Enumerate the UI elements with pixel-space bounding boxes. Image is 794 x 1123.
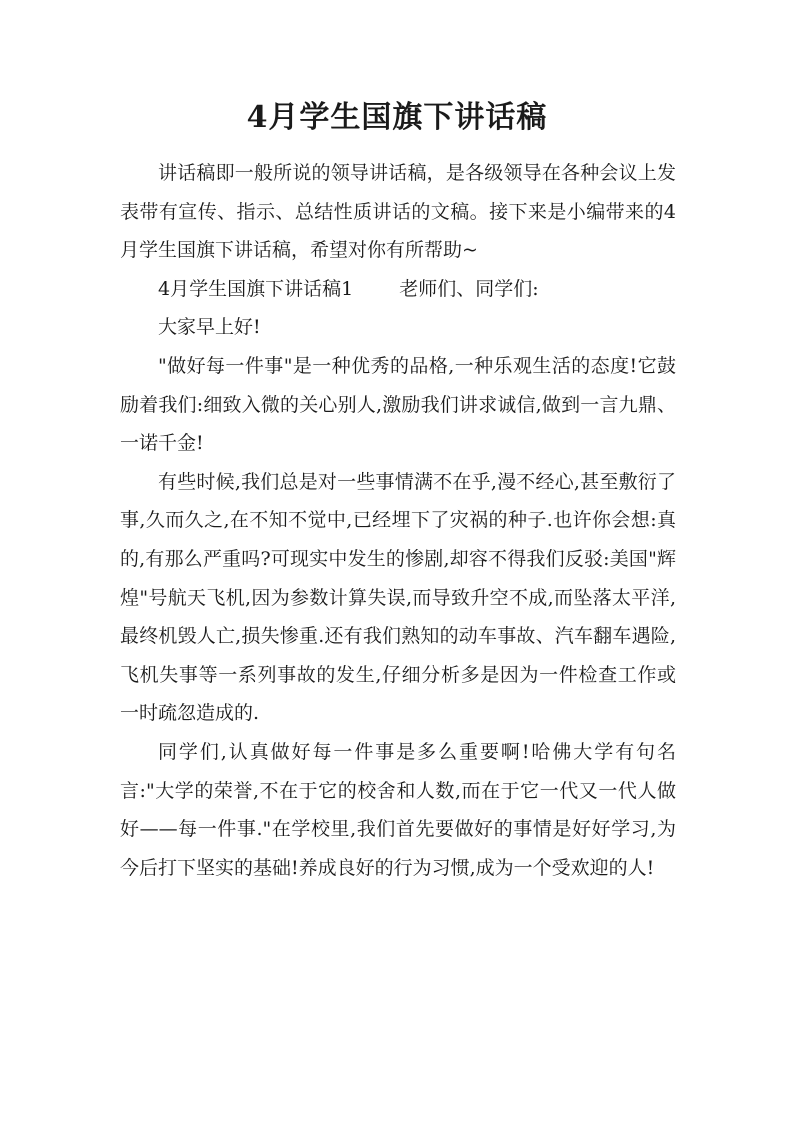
body-paragraph: 同学们,认真做好每一件事是多么重要啊!哈佛大学有句名言:"大学的荣誉,不在于它的校舍和人数,而在于它一代又一代人做好——每一件事."在学校里,我们首先要做好的事情是好好学习,为今后打下坚实的基础!养成良好的行为习惯,成为一个受欢迎的人! — [120, 740, 676, 879]
document-title: 4月学生国旗下讲话稿 — [246, 100, 548, 135]
greeting-paragraph: 大家早上好! — [158, 316, 261, 339]
document-body — [120, 154, 676, 887]
section-heading-line — [120, 270, 676, 309]
body-paragraph: 有些时候,我们总是对一些事情满不在乎,漫不经心,甚至敷衍了事,久而久之,在不知不觉中,已经埋下了灾祸的种子.也许你会想:真的,有那么严重吗?可现实中发生的惨剧,却容不得我们反驳:美国"辉煌"号航天飞机,因为参数计算失误,而导致升空不成,而坠落太平洋,最终机毁人亡,损失惨重.还有我们熟知的动车事故、汽车翻车遇险,飞机失事等一系列事故的发生,仔细分析多是因为一件检查工作或一时疏忽造成的. — [120, 470, 676, 725]
intro-paragraph: 讲话稿即一般所说的领导讲话稿，是各级领导在各种会议上发表带有宣传、指示、总结性质讲话的文稿。接下来是小编带来的4月学生国旗下讲话稿，希望对你有所帮助~ — [120, 162, 676, 262]
section-label: 4月学生国旗下讲话稿1 — [158, 277, 354, 300]
salutation: 老师们、同学们: — [399, 277, 539, 300]
body-paragraph: "做好每一件事"是一种优秀的品格,一种乐观生活的态度!它鼓励着我们:细致入微的关心别人,激励我们讲求诚信,做到一言九鼎、一诺千金! — [120, 354, 676, 455]
